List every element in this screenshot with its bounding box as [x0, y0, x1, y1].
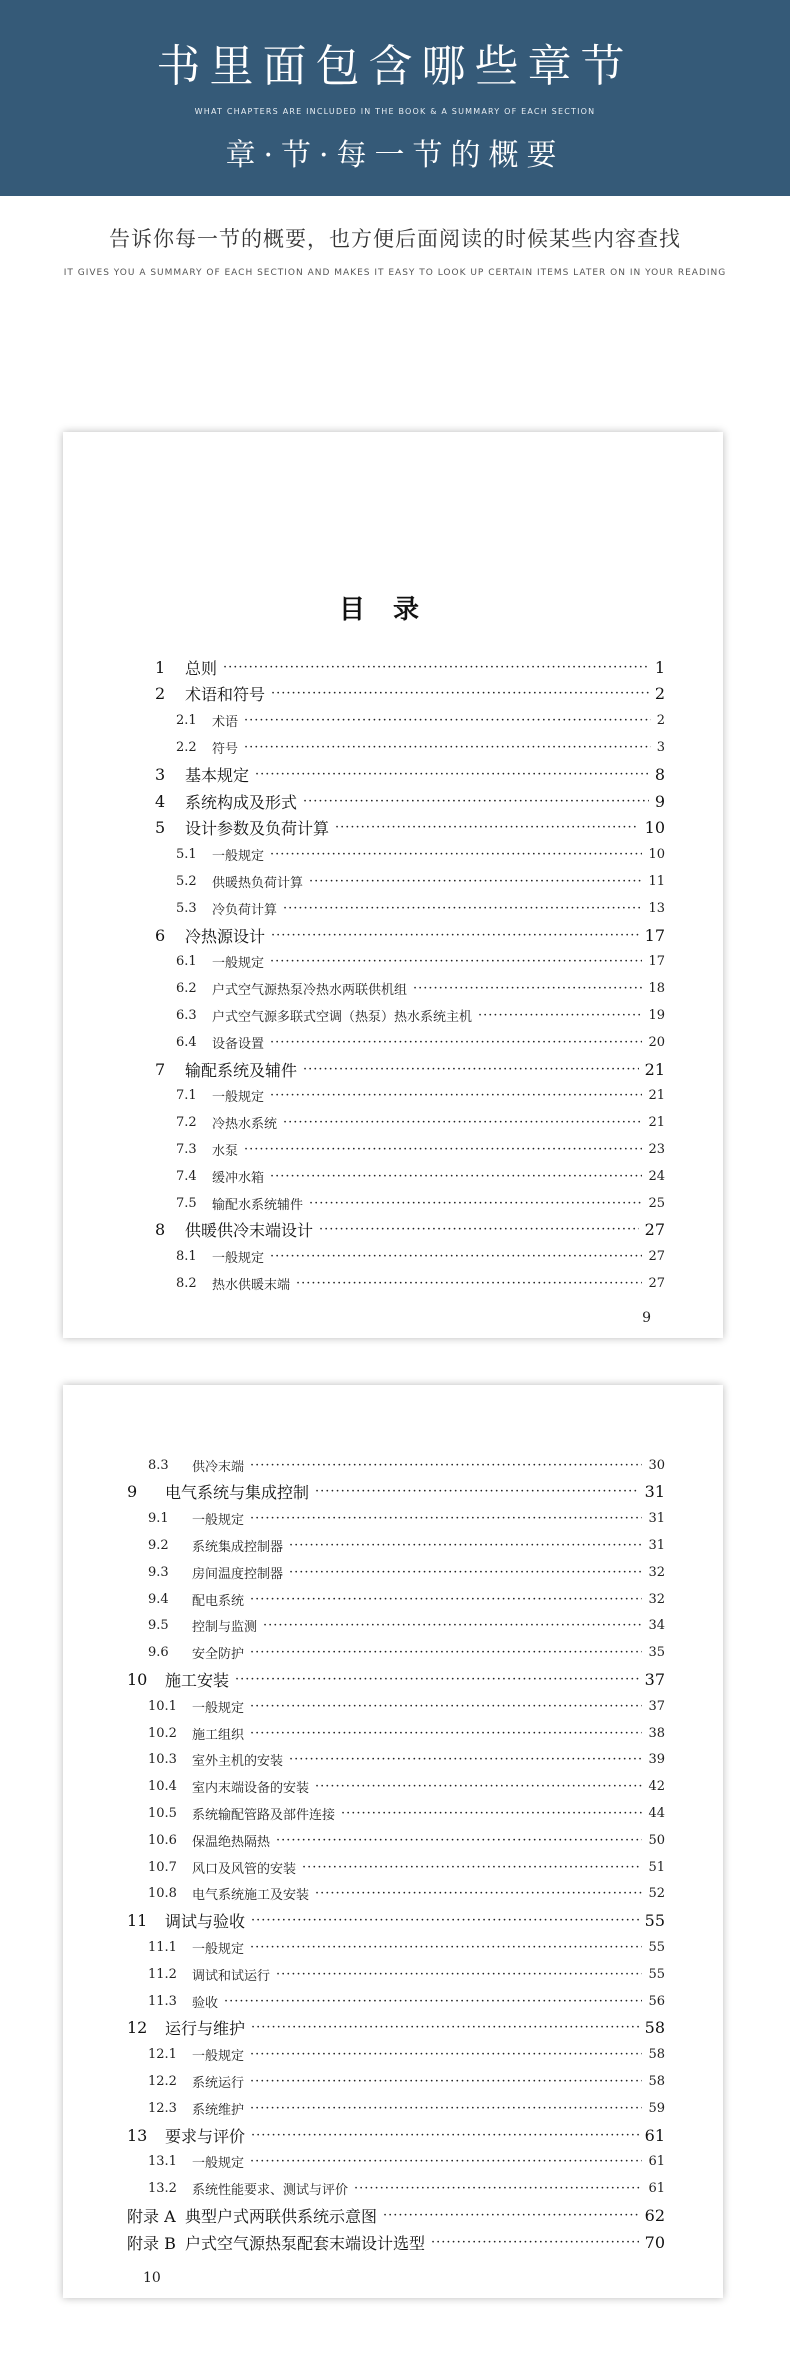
toc-entry	[176, 1138, 665, 1160]
toc-entry-label: 一般规定	[212, 849, 265, 865]
toc-entry-leader	[250, 2154, 642, 2169]
toc-entry-leader	[250, 2047, 642, 2062]
toc-entry-leader	[250, 1645, 642, 1660]
toc-entry	[148, 1642, 665, 1664]
toc-entry-number: 13.1	[148, 2154, 177, 2170]
banner-title: 书里面包含哪些章节	[156, 41, 634, 92]
toc-entry-leader	[263, 1618, 642, 1633]
toc-entry-page: 17	[644, 925, 665, 945]
toc-entry-page: 13	[648, 900, 665, 916]
toc-entry-number: 4	[155, 791, 166, 811]
toc-entry-label: 冷热源设计	[185, 926, 266, 946]
banner-subtitle: 章·节·每一节的概要	[225, 138, 565, 173]
toc-entry-leader	[413, 981, 642, 996]
toc-entry-label: 术语和符号	[185, 685, 266, 705]
toc-entry-page: 62	[644, 2205, 665, 2225]
toc-entry-page: 18	[648, 981, 665, 997]
toc-entry-label: 调试和试运行	[192, 1968, 271, 1984]
toc-entry-number: 9.6	[148, 1645, 169, 1661]
toc-entry-label: 施工组织	[192, 1727, 245, 1743]
toc-entry-label: 户式空气源多联式空调（热泵）热水系统主机	[212, 1009, 473, 1025]
toc-entry-leader	[315, 1484, 639, 1499]
toc-entry	[176, 897, 665, 919]
toc-entry-page: 59	[648, 2100, 665, 2116]
toc-entry-leader	[283, 1115, 642, 1130]
toc-entry	[155, 924, 665, 946]
toc-entry-page: 32	[648, 1591, 665, 1607]
toc-entry-leader	[250, 2101, 642, 2116]
toc-entry-label: 供暖热负荷计算	[212, 875, 304, 891]
toc-entry-number: 7.4	[176, 1168, 197, 1184]
toc-entry-number: 6.2	[176, 981, 197, 997]
toc-entry-page: 56	[648, 1993, 665, 2009]
toc-entry-label: 一般规定	[192, 1700, 245, 1716]
toc-entry-label: 系统构成及形式	[185, 792, 298, 812]
toc-entry-page: 10	[644, 818, 665, 838]
toc-entry	[148, 1722, 665, 1744]
toc-entry-leader	[270, 1088, 642, 1103]
toc-entry-number: 附录 B	[127, 2233, 176, 2253]
toc-entry-page: 21	[648, 1115, 665, 1131]
toc-entry-label: 安全防护	[192, 1647, 245, 1663]
toc-entry-number: 11	[127, 1911, 148, 1931]
toc-entry-number: 7	[155, 1059, 166, 1079]
toc-entry	[155, 683, 665, 705]
toc-entry	[176, 1165, 665, 1187]
toc-entry	[155, 656, 665, 678]
toc-entry-page: 44	[648, 1805, 665, 1821]
toc-entry	[176, 844, 665, 866]
toc-entry-page: 20	[648, 1034, 665, 1050]
toc-entry-leader	[271, 928, 639, 943]
toc-entry-leader	[276, 1967, 642, 1982]
toc-entry-leader	[303, 1062, 639, 1077]
toc-entry-page: 34	[648, 1618, 665, 1634]
toc-entry-number: 11.2	[148, 1966, 177, 1982]
toc-entry-number: 10.2	[148, 1725, 177, 1741]
toc-entry-number: 5.3	[176, 900, 197, 916]
toc-entry-leader	[250, 1726, 642, 1741]
toc-entry-page: 8	[654, 764, 665, 784]
toc-entry	[155, 1219, 665, 1241]
toc-entry-leader	[271, 686, 649, 701]
toc-entry-leader	[431, 2235, 639, 2250]
toc-entry-number: 7.5	[176, 1195, 197, 1211]
toc-entry-page: 27	[648, 1275, 665, 1291]
toc-entry-label: 水泵	[212, 1143, 239, 1159]
page-number: 9	[642, 1310, 651, 1326]
toc-entry-label: 系统输配管路及部件连接	[192, 1807, 336, 1823]
toc-entry	[148, 2097, 665, 2119]
toc-entry-label: 一般规定	[192, 1513, 245, 1529]
toc-entry-label: 冷负荷计算	[212, 902, 278, 918]
toc-entry-page: 61	[648, 2154, 665, 2170]
toc-entry-label: 系统维护	[192, 2102, 245, 2118]
toc-entry-page: 27	[648, 1249, 665, 1265]
toc-entry-leader	[478, 1008, 642, 1023]
toc-entry	[148, 1936, 665, 1958]
toc-entry	[155, 790, 665, 812]
toc-entry-page: 37	[648, 1698, 665, 1714]
toc-entry-page: 3	[656, 739, 665, 755]
page-number: 10	[143, 2270, 161, 2286]
toc-entry-label: 保温绝热隔热	[192, 1834, 271, 1850]
toc-entry-number: 6.1	[176, 954, 197, 970]
toc-entry-leader	[270, 1035, 642, 1050]
toc-entry-label: 输配水系统辅件	[212, 1197, 304, 1213]
toc-entry	[127, 1481, 665, 1503]
toc-entry	[148, 1749, 665, 1771]
toc-entry	[127, 2017, 665, 2039]
toc-entry-page: 2	[656, 713, 665, 729]
toc-entry	[176, 978, 665, 1000]
toc-entry-leader	[250, 1940, 642, 1955]
toc-entry	[148, 1856, 665, 1878]
toc-entry	[127, 1668, 665, 1690]
toc-entry-page: 9	[654, 791, 665, 811]
toc-entry	[148, 1508, 665, 1530]
toc-entry-number: 10.5	[148, 1805, 177, 1821]
toc-entry	[148, 1454, 665, 1476]
toc-entry-number: 8.3	[148, 1457, 169, 1473]
toc-entry-page: 27	[644, 1220, 665, 1240]
toc-entry-leader	[244, 740, 651, 755]
toc-entry-page: 42	[648, 1779, 665, 1795]
toc-entry-leader	[289, 1565, 642, 1580]
toc-entry-label: 典型户式两联供系统示意图	[185, 2206, 378, 2226]
toc-entry-label: 控制与监测	[192, 1620, 258, 1636]
toc-entry-number: 6.4	[176, 1034, 197, 1050]
toc-entry	[127, 2204, 665, 2226]
toc-entry-leader	[319, 1222, 639, 1237]
toc-entry	[176, 1246, 665, 1268]
toc-entry-leader	[244, 713, 651, 728]
toc-entry-page: 58	[644, 2018, 665, 2038]
toc-entry-number: 5	[155, 818, 166, 838]
toc-entry-number: 8.1	[176, 1249, 197, 1265]
toc-entry-page: 61	[644, 2125, 665, 2145]
toc-entry	[148, 1776, 665, 1798]
toc-entry-label: 房间温度控制器	[192, 1566, 284, 1582]
toc-entry-page: 52	[648, 1886, 665, 1902]
toc-entry-label: 室外主机的安装	[192, 1754, 284, 1770]
toc-entry	[148, 2151, 665, 2173]
toc-entry-number: 13	[127, 2125, 148, 2145]
toc-entry	[148, 1615, 665, 1637]
toc-entry-label: 一般规定	[192, 1941, 245, 1957]
toc-entry-page: 17	[648, 954, 665, 970]
toc-page-2	[63, 1385, 723, 2298]
toc-entry-number: 7.3	[176, 1141, 197, 1157]
toc-entry-label: 一般规定	[212, 956, 265, 972]
toc-entry-label: 验收	[192, 1995, 219, 2011]
toc-entry-label: 系统性能要求、测试与评价	[192, 2183, 349, 2199]
toc-entry	[148, 1534, 665, 1556]
toc-entry-label: 室内末端设备的安装	[192, 1781, 310, 1797]
toc-entry-leader	[250, 1458, 642, 1473]
toc-entry-number: 11.1	[148, 1939, 177, 1955]
toc-entry-label: 供冷末端	[192, 1459, 245, 1475]
toc-entry-label: 输配系统及辅件	[185, 1060, 298, 1080]
toc-entry-number: 9.1	[148, 1511, 169, 1527]
toc-entry	[155, 763, 665, 785]
toc-entry-page: 37	[644, 1669, 665, 1689]
toc-entry-page: 61	[648, 2181, 665, 2197]
toc-entry	[176, 1112, 665, 1134]
toc-entry-number: 10.4	[148, 1779, 177, 1795]
toc-entry-leader	[383, 2208, 639, 2223]
toc-entry-number: 9.2	[148, 1537, 169, 1553]
toc-entry-leader	[224, 1994, 642, 2009]
toc-entry	[148, 1802, 665, 1824]
toc-entry-number: 6.3	[176, 1007, 197, 1023]
toc-entry-label: 一般规定	[212, 1090, 265, 1106]
toc-entry-page: 31	[648, 1511, 665, 1527]
toc-entry	[148, 1883, 665, 1905]
toc-entry	[155, 817, 665, 839]
toc-entry	[176, 951, 665, 973]
toc-entry-page: 25	[648, 1195, 665, 1211]
toc-entry-number: 10.6	[148, 1832, 177, 1848]
toc-entry-leader	[289, 1538, 642, 1553]
toc-page-1	[63, 432, 723, 1338]
toc-entry	[148, 1829, 665, 1851]
toc-entry-leader	[251, 2020, 639, 2035]
toc-entry	[148, 1990, 665, 2012]
toc-entry-page: 58	[648, 2073, 665, 2089]
toc-entry	[127, 1910, 665, 1932]
toc-entry-number: 9	[127, 1482, 138, 1502]
toc-entry-leader	[244, 1142, 642, 1157]
toc-entry-leader	[250, 1699, 642, 1714]
toc-entry-label: 配电系统	[192, 1593, 245, 1609]
toc-entry-leader	[251, 1913, 639, 1928]
toc-entry	[176, 1192, 665, 1214]
toc-entry-label: 户式空气源热泵配套末端设计选型	[185, 2233, 426, 2253]
toc-entry-label: 电气系统与集成控制	[165, 1483, 310, 1503]
intro-text: 告诉你每一节的概要，也方便后面阅读的时候某些内容查找	[109, 227, 681, 251]
toc-entry-leader	[309, 874, 642, 889]
toc-entry	[176, 1031, 665, 1053]
toc-entry-leader	[235, 1672, 639, 1687]
toc-entry-number: 8	[155, 1220, 166, 1240]
toc-entry-leader	[335, 820, 639, 835]
toc-entry-number: 5.2	[176, 873, 197, 889]
toc-entry-number: 2	[155, 684, 166, 704]
toc-entry-number: 13.2	[148, 2181, 177, 2197]
toc-entry-number: 2.1	[176, 713, 197, 729]
toc-entry-number: 10.8	[148, 1886, 177, 1902]
toc-entry-page: 2	[654, 684, 665, 704]
toc-entry-number: 10.7	[148, 1859, 177, 1875]
toc-entry-page: 10	[648, 847, 665, 863]
toc-entry-label: 电气系统施工及安装	[192, 1888, 310, 1904]
toc-entry-page: 58	[648, 2047, 665, 2063]
toc-entry-label: 户式空气源热泵冷热水两联供机组	[212, 983, 408, 999]
toc-entry-label: 供暖供冷末端设计	[185, 1221, 314, 1241]
toc-entry	[148, 1963, 665, 1985]
toc-entry-page: 30	[648, 1457, 665, 1473]
toc-entry-leader	[303, 794, 649, 809]
toc-entry-page: 55	[644, 1911, 665, 1931]
toc-entry-page: 21	[648, 1088, 665, 1104]
toc-entry-leader	[354, 2181, 642, 2196]
toc-entry-page: 55	[648, 1939, 665, 1955]
toc-entry-leader	[270, 954, 642, 969]
toc-entry-number: 11.3	[148, 1993, 177, 2009]
toc-entry-leader	[296, 1276, 642, 1291]
toc-entry-number: 10.1	[148, 1698, 177, 1714]
toc-entry-page: 11	[648, 873, 665, 889]
toc-entry-number: 9.4	[148, 1591, 169, 1607]
toc-entry	[176, 1085, 665, 1107]
toc-entry-page: 55	[648, 1966, 665, 1982]
toc-entry-label: 设备设置	[212, 1036, 265, 1052]
toc-entry-leader	[315, 1886, 642, 1901]
toc-entry-label: 符号	[212, 741, 239, 757]
toc-entry-page: 21	[644, 1059, 665, 1079]
toc-entry-leader	[255, 767, 649, 782]
toc-entry-label: 要求与评价	[165, 2126, 246, 2146]
toc-entry-label: 系统运行	[192, 2075, 245, 2091]
toc-entry	[176, 736, 665, 758]
toc-entry-label: 施工安装	[165, 1670, 230, 1690]
toc-entry-leader	[283, 901, 642, 916]
toc-entry-number: 3	[155, 764, 166, 784]
toc-entry-page: 24	[648, 1168, 665, 1184]
toc-entry-page: 38	[648, 1725, 665, 1741]
toc-entry	[176, 1004, 665, 1026]
toc-entry-number: 9.5	[148, 1618, 169, 1634]
toc-entry-page: 31	[644, 1482, 665, 1502]
toc-entry-leader	[270, 1249, 642, 1264]
toc-entry-page: 51	[648, 1859, 665, 1875]
toc-entry	[148, 2178, 665, 2200]
toc-entry-label: 总则	[185, 658, 218, 678]
toc-entry-page: 39	[648, 1752, 665, 1768]
toc-entry-label: 一般规定	[192, 2156, 245, 2172]
toc-entry-leader	[250, 2074, 642, 2089]
toc-entry-label: 设计参数及负荷计算	[185, 819, 330, 839]
toc-entry-leader	[276, 1833, 642, 1848]
banner-english-subtitle: WHAT CHAPTERS ARE INCLUDED IN THE BOOK & A SUMMARY OF EACH SECTION	[194, 107, 596, 116]
toc-entry-page: 50	[648, 1832, 665, 1848]
toc-entry-page: 1	[654, 657, 665, 677]
toc-entry-number: 6	[155, 925, 166, 945]
toc-entry-leader	[341, 1806, 642, 1821]
toc-entry	[176, 1272, 665, 1294]
toc-entry-label: 一般规定	[212, 1251, 265, 1267]
toc-entry-leader	[250, 1511, 642, 1526]
toc-entry-number: 附录 A	[127, 2206, 176, 2226]
toc-entry	[148, 1695, 665, 1717]
toc-entry-number: 1	[155, 657, 166, 677]
toc-entry-page: 31	[648, 1537, 665, 1553]
toc-entry-label: 运行与维护	[165, 2019, 246, 2039]
intro-english-text: IT GIVES YOU A SUMMARY OF EACH SECTION AND MAKES IT EASY TO LOOK UP CERTAIN ITEMS LATER ON IN YOUR READING	[63, 268, 727, 278]
toc-entry-label: 一般规定	[192, 2049, 245, 2065]
toc-entry-number: 5.1	[176, 847, 197, 863]
toc-entry-label: 调试与验收	[165, 1912, 246, 1932]
toc-entry-page: 32	[648, 1564, 665, 1580]
toc-entry-leader	[289, 1752, 642, 1767]
toc-entry-label: 基本规定	[185, 765, 250, 785]
toc-entry-number: 10	[127, 1669, 148, 1689]
toc-entry-number: 12	[127, 2018, 148, 2038]
toc-entry-number: 12.3	[148, 2100, 177, 2116]
toc-entry	[127, 2231, 665, 2253]
toc-entry	[148, 2044, 665, 2066]
toc-entry-number: 10.3	[148, 1752, 177, 1768]
toc-entry-label: 风口及风管的安装	[192, 1861, 297, 1877]
toc-entry	[148, 1588, 665, 1610]
toc-entry-number: 7.2	[176, 1115, 197, 1131]
toc-entry-label: 术语	[212, 715, 239, 731]
toc-entry-page: 70	[644, 2232, 665, 2252]
toc-entry-leader	[250, 1592, 642, 1607]
header-banner	[0, 0, 790, 196]
toc-entry	[176, 710, 665, 732]
toc-entry-leader	[223, 660, 649, 675]
toc-entry	[155, 1058, 665, 1080]
toc-entry-number: 12.1	[148, 2047, 177, 2063]
toc-entry	[127, 2124, 665, 2146]
toc-entry-leader	[315, 1779, 642, 1794]
toc-entry-number: 12.2	[148, 2073, 177, 2089]
toc-entry-leader	[251, 2128, 639, 2143]
toc-entry-leader	[270, 847, 642, 862]
toc-entry-number: 8.2	[176, 1275, 197, 1291]
toc-entry-leader	[302, 1860, 642, 1875]
toc-title: 目录	[338, 595, 447, 625]
toc-entry-page: 23	[648, 1141, 665, 1157]
toc-entry-number: 2.2	[176, 739, 197, 755]
toc-entry-number: 9.3	[148, 1564, 169, 1580]
toc-entry-label: 热水供暖末端	[212, 1277, 291, 1293]
toc-entry-leader	[309, 1196, 642, 1211]
toc-entry-label: 系统集成控制器	[192, 1539, 284, 1555]
toc-entry	[148, 1561, 665, 1583]
toc-entry-label: 缓冲水箱	[212, 1170, 265, 1186]
toc-entry-page: 35	[648, 1645, 665, 1661]
toc-entry	[148, 2070, 665, 2092]
toc-entry	[176, 870, 665, 892]
toc-entry-label: 冷热水系统	[212, 1117, 278, 1133]
toc-entry-page: 19	[648, 1007, 665, 1023]
toc-entry-leader	[270, 1169, 642, 1184]
toc-entry-number: 7.1	[176, 1088, 197, 1104]
